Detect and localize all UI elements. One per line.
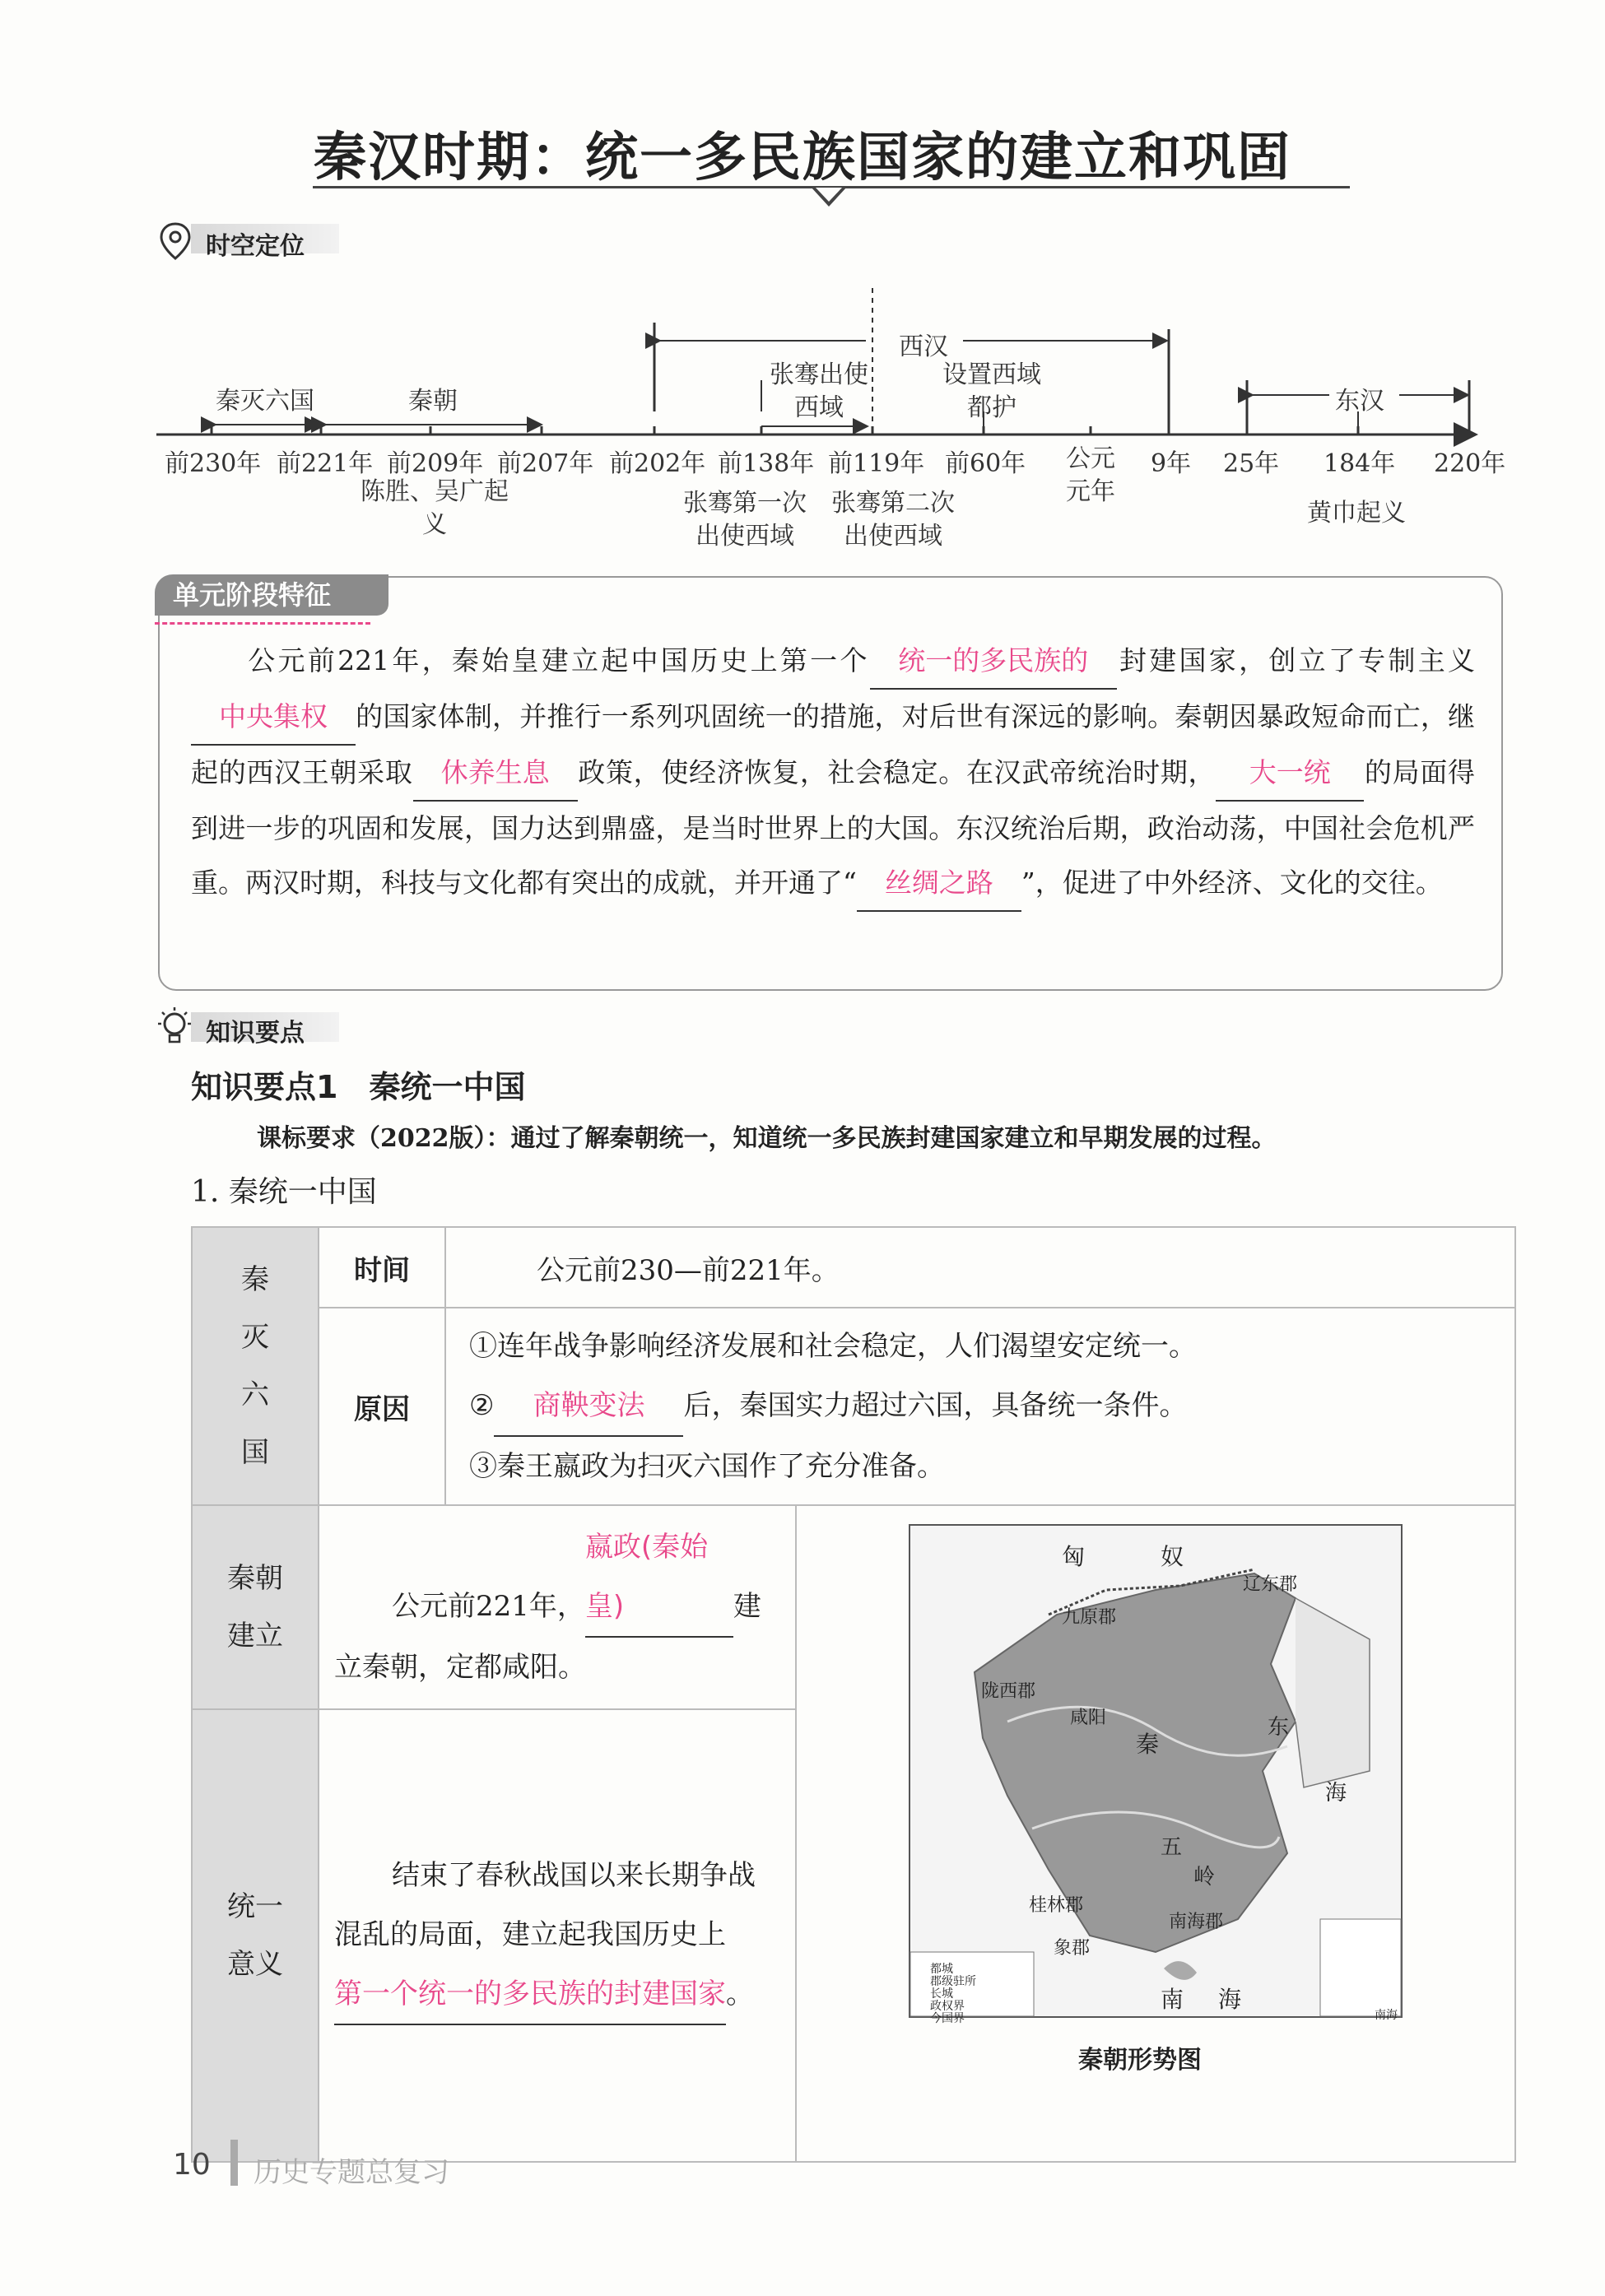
date-label: 前138年 [718, 449, 815, 478]
period-eastern-han: 东汉 [1335, 387, 1384, 416]
map-label: 奴 [1161, 1543, 1184, 1570]
period-western-han: 西汉 [899, 332, 948, 361]
map-label: 东 [1268, 1715, 1290, 1740]
answer-blank: 统一的多民族的 [870, 634, 1117, 690]
row-head-founding: 秦朝建立 [192, 1505, 319, 1709]
event-yellow-turban: 黄巾起义 [1307, 499, 1406, 528]
answer-blank: 休养生息 [413, 746, 578, 802]
period-qin: 秦朝 [408, 387, 458, 416]
map-label: 海 [1218, 1986, 1242, 2013]
map-label: 陇西郡 [981, 1681, 1036, 1702]
map-label: 岭 [1193, 1865, 1216, 1889]
reason-2: ② 商鞅变法 后，秦国实力超过六国，具备统一条件。 [469, 1376, 1514, 1437]
map-inset-label: 南海 [1375, 2009, 1398, 2022]
subheading: 1. 秦统一中国 [191, 1175, 377, 1209]
map-label: 辽东郡 [1243, 1574, 1298, 1595]
map-legend: 今国界 [930, 2012, 965, 2025]
page-number: 10 [173, 2148, 211, 2182]
book-title: 历史专题总复习 [254, 2156, 449, 2189]
answer-blank: 商鞅变法 [494, 1376, 683, 1437]
reason-3: ③秦王嬴政为扫灭六国作了充分准备。 [469, 1450, 945, 1483]
row-head-conquest: 秦灭六国 [192, 1227, 319, 1505]
map-label: 秦 [1136, 1731, 1160, 1758]
answer-blank: 第一个统一的多民族的封建国家 [334, 1964, 726, 2025]
date-label: 220年 [1434, 449, 1506, 478]
answer-blank: 中央集权 [191, 690, 356, 746]
event-duhu: 设置西域都护 [942, 360, 1041, 422]
date-label: 前119年 [828, 449, 925, 478]
date-label: 前202年 [609, 449, 706, 478]
answer-blank: 丝绸之路 [857, 856, 1021, 912]
date-label: 前209年 [387, 449, 484, 478]
map-label: 九原郡 [1062, 1607, 1117, 1628]
event-zhang-qian-first: 张骞第一次出使西域 [683, 489, 807, 551]
section-title-knowledge: 知识要点 [206, 1019, 305, 1048]
section-title-timespace: 时空定位 [206, 232, 305, 261]
value-founding: 公元前221年，嬴政(秦始皇) 建立秦朝，定都咸阳。 [319, 1505, 796, 1709]
map-legend: 都城 [930, 1963, 953, 1976]
label-reason: 原因 [319, 1308, 445, 1505]
date-label: 前221年 [277, 449, 374, 478]
map-labels [914, 1531, 1407, 2024]
map-label: 桂林郡 [1029, 1895, 1084, 1916]
text: 政策，使经济恢复，社会稳定。在汉武帝统治时期， [577, 756, 1217, 788]
date-label: 25年 [1223, 449, 1280, 478]
date-label: 前60年 [945, 449, 1026, 478]
knowledge-point-heading: 知识要点1 秦统一中国 [191, 1069, 526, 1105]
page-title: 秦汉时期：统一多民族国家的建立和巩固 [314, 128, 1291, 188]
value-time: 公元前230—前221年。 [445, 1227, 1515, 1308]
section-title-unit: 单元阶段特征 [155, 574, 388, 616]
date-label: 9年 [1151, 449, 1192, 478]
map-label: 南海郡 [1169, 1912, 1224, 1932]
text: 的局面得到进一步的巩固和发展，国力达到鼎盛，是当时世界上的大国。东汉统治后期，政治动荡，中国社会危机严重。两汉时期，科技与文化都有突出的成就，并开通了“ [191, 756, 1476, 899]
timeline-dates [0, 443, 1605, 506]
map-label: 南 [1161, 1986, 1184, 2013]
lightbulb-icon [155, 1006, 194, 1050]
event-chen-sheng: 陈胜、吴广起义 [361, 477, 509, 539]
text: 的国家体制，并推行一系列巩固统一的措施，对后世有深远的影响。秦朝因暴政短命而亡，继起的西汉王朝采取 [191, 700, 1475, 788]
map-label: 匈 [1062, 1543, 1086, 1570]
unit-paragraph [191, 634, 1475, 912]
event-zhang-qian-out: 张骞出使西域 [770, 360, 868, 422]
event-zhang-qian-second: 张骞第二次出使西域 [831, 489, 955, 551]
text: ”，促进了中外经济、文化的交往。 [1021, 867, 1443, 899]
answer-blank: 嬴政(秦始皇) [585, 1517, 733, 1638]
date-label: 前230年 [165, 449, 262, 478]
map-label: 五 [1161, 1835, 1183, 1860]
label-time: 时间 [319, 1227, 445, 1308]
date-label: 前207年 [497, 449, 594, 478]
value-reasons [445, 1308, 1515, 1505]
value-significance: 结束了春秋战国以来长期争战混乱的局面，建立起我国历史上第一个统一的多民族的封建国家。 [319, 1709, 796, 2162]
map-legend: 郡级驻所 [930, 1975, 976, 1988]
row-head-significance: 统一意义 [192, 1709, 319, 2162]
map-label: 象郡 [1054, 1938, 1091, 1959]
text: 公元前221年，秦始皇建立起中国历史上第一个 [245, 644, 870, 676]
curriculum-requirement: 课标要求（2022版）：通过了解秦朝统一，知道统一多民族封建国家建立和早期发展的过程。 [257, 1124, 1277, 1153]
map-label: 海 [1325, 1781, 1347, 1806]
reason-1: ①连年战争影响经济发展和社会稳定，人们渴望安定统一。 [469, 1330, 1197, 1363]
map-caption: 秦朝形势图 [1078, 2046, 1202, 2075]
date-label: 公元元年 [1066, 444, 1115, 506]
map-legend: 长城 [930, 1987, 953, 2001]
answer-blank: 大一统 [1216, 746, 1364, 802]
text: 封建国家，创立了专制主义 [1116, 644, 1475, 676]
period-qin-conquest: 秦灭六国 [216, 387, 314, 416]
date-label: 184年 [1324, 449, 1396, 478]
map-label: 咸阳 [1070, 1708, 1107, 1728]
map-legend: 政权界 [930, 2000, 965, 2013]
